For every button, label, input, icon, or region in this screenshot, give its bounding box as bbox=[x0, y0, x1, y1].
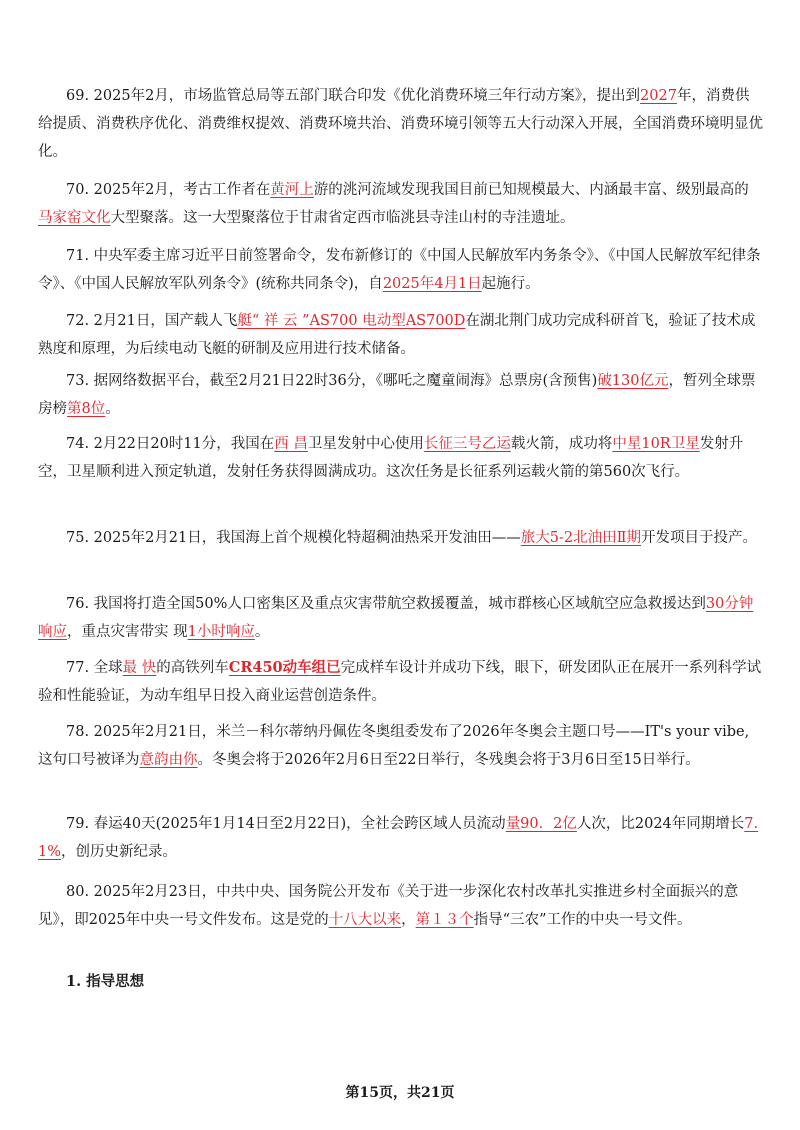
news-item-78 bbox=[38, 718, 763, 774]
paragraph-text: ，创历史新纪录。 bbox=[61, 844, 178, 860]
highlighted-keyword: 2025年4月1日 bbox=[382, 276, 482, 292]
news-item-70 bbox=[38, 176, 763, 232]
highlighted-keyword: 量90．2亿 bbox=[505, 816, 577, 832]
highlighted-keyword: 30分钟响应 bbox=[38, 596, 754, 640]
paragraph-text: 大型聚落。这一大型聚落位于甘肃省定西市临洮县寺洼山村的寺洼遗址。 bbox=[110, 210, 575, 226]
highlighted-keyword: 1小时响应 bbox=[187, 624, 255, 640]
paragraph-text: 。 bbox=[254, 624, 270, 640]
highlighted-keyword: 艇“ 祥 云 ”AS700 电动型AS700D bbox=[237, 313, 466, 329]
highlighted-keyword: 西 昌 bbox=[274, 436, 308, 452]
highlighted-keyword: 意韵由你 bbox=[139, 752, 198, 768]
paragraph-text: ， bbox=[401, 912, 416, 928]
paragraph-text: 77. 全球 bbox=[66, 660, 123, 676]
highlighted-keyword: 十八大以来 bbox=[328, 912, 402, 928]
paragraph-text: 完成样车设计并成功下线，眼下，研发团队正在展开一系列科学试验和性能验证，为动车组早日投入商业运营创造条件。 bbox=[38, 660, 762, 704]
paragraph-text: ，暂列全球票房榜 bbox=[38, 373, 756, 417]
paragraph-text: 70. 2025年2月，考古工作者在 bbox=[66, 182, 271, 198]
highlighted-keyword: 旅大5-2北油田Ⅱ期 bbox=[520, 530, 641, 546]
highlighted-keyword: 最 快 bbox=[122, 660, 157, 676]
paragraph-text: 71. 中央军委主席习近平日前签署命令，发布新修订的《中国人民解放军内务条令》、《中国人民解放军纪律条令》、《中国人民解放军队列条令》(统称共同条令)，自 bbox=[38, 248, 761, 292]
highlighted-keyword: 中星10R卫星 bbox=[612, 436, 700, 452]
paragraph-text: 起施行。 bbox=[481, 276, 540, 292]
paragraph-text: 74. 2月22日20时11分，我国在 bbox=[66, 436, 275, 452]
paragraph-text: 69. 2025年2月，市场监管总局等五部门联合印发《优化消费环境三年行动方案》，提出到 bbox=[66, 88, 641, 104]
highlighted-keyword: 马家窑文化 bbox=[38, 210, 111, 226]
paragraph-text: 在湖北荆门成功完成科研首飞，验证了技术成熟度和原理，为后续电动飞艇的研制及应用进行技术储备。 bbox=[38, 313, 756, 357]
highlighted-keyword: 黄河上 bbox=[270, 182, 314, 198]
news-item-80 bbox=[38, 878, 763, 934]
page-footer: 第15页，共21页 bbox=[345, 1085, 455, 1101]
paragraph-text: 的高铁列车 bbox=[156, 660, 229, 676]
news-item-71 bbox=[38, 242, 763, 298]
paragraph-text: 游的洮河流域发现我国目前已知规模最大、内涵最丰富、级别最高的 bbox=[313, 182, 749, 198]
highlighted-keyword: CR450动车组已 bbox=[228, 659, 341, 676]
paragraph-text: 78. 2025年2月21日，米兰－科尔蒂纳丹佩佐冬奥组委发布了2026年冬奥会主题口号——IT's your vibe, 这句口号被译为 bbox=[38, 724, 750, 768]
paragraph-text: 80. 2025年2月23日，中共中央、国务院公开发布《关于进一步深化农村改革扎实推进乡村全面振兴的意见》，即2025年中央一号文件发布。这是党的 bbox=[38, 884, 739, 928]
paragraph-text: 76. 我国将打造全国50%人口密集区及重点灾害带航空救援覆盖，城市群核心区域航空应急救援达到 bbox=[66, 596, 706, 612]
paragraph-text: 发射升空，卫星顺利进入预定轨道，发射任务获得圆满成功。这次任务是长征系列运载火箭的第560次飞行。 bbox=[38, 436, 744, 480]
paragraph-text: 卫星发射中心使用 bbox=[307, 436, 424, 452]
paragraph-text: 开发项目于投产。 bbox=[640, 530, 757, 546]
paragraph-text: 72. 2月21日，国产载人飞 bbox=[66, 313, 238, 329]
paragraph-text: ，重点灾害带实 现 bbox=[67, 624, 188, 640]
paragraph-text: 。冬奥会将于2026年2月6日至22日举行，冬残奥会将于3月6日至15日举行。 bbox=[197, 752, 700, 768]
news-item-79 bbox=[38, 810, 763, 866]
paragraph-text: 指导“三农”工作的中央一号文件。 bbox=[473, 912, 692, 928]
highlighted-keyword: 第１３个 bbox=[415, 912, 474, 928]
paragraph-text: 。 bbox=[105, 401, 120, 417]
news-item-72 bbox=[38, 307, 763, 363]
paragraph-text: 年，消费供给提质、消费秩序优化、消费维权提效、消费环境共治、消费环境引领等五大行动深入开展，全国消费环境明显优化。 bbox=[38, 88, 763, 160]
highlighted-keyword: 破130亿元 bbox=[597, 373, 669, 389]
news-item-76 bbox=[38, 590, 763, 646]
news-item-77 bbox=[38, 654, 763, 710]
news-item-69 bbox=[38, 82, 763, 166]
paragraph-text: 79. 春运40天(2025年1月14日至2月22日)，全社会跨区域人员流动 bbox=[66, 816, 506, 832]
highlighted-keyword: 长征三号乙运 bbox=[423, 436, 511, 452]
highlighted-keyword: 7.1% bbox=[38, 816, 759, 860]
news-item-74 bbox=[38, 430, 763, 486]
paragraph-text: 载火箭，成功将 bbox=[510, 436, 613, 452]
section-heading: 1. 指导思想 bbox=[66, 973, 145, 990]
paragraph-text: 73. 据网络数据平台，截至2月21日22时36分，《哪吒之魔童闹海》总票房(含预售) bbox=[66, 373, 598, 389]
highlighted-keyword: 第8位 bbox=[67, 401, 106, 417]
highlighted-keyword: 2027 bbox=[640, 88, 677, 104]
news-item-75 bbox=[38, 524, 763, 552]
paragraph-text: 75. 2025年2月21日，我国海上首个规模化特超稠油热采开发油田—— bbox=[66, 530, 521, 546]
paragraph-text: 人次，比2024年同期增长 bbox=[576, 816, 745, 832]
news-item-73 bbox=[38, 367, 763, 423]
